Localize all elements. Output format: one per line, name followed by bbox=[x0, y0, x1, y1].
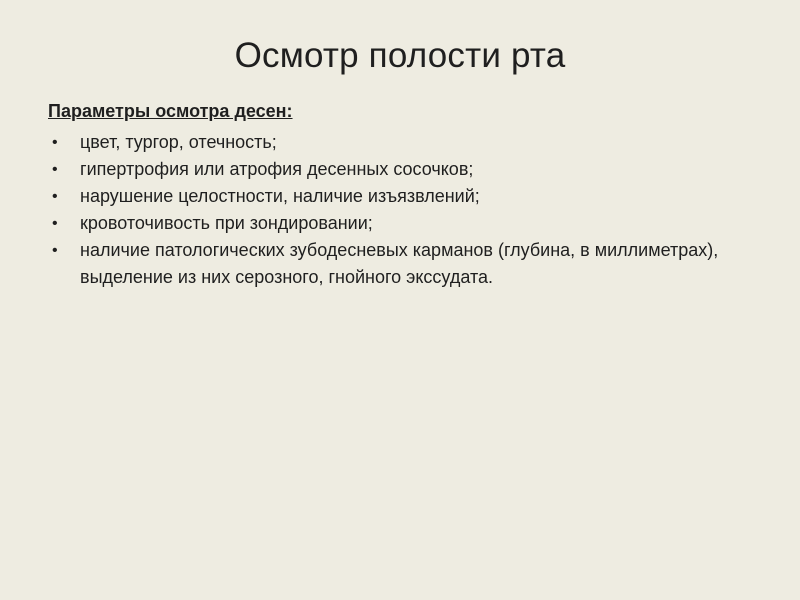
list-item bbox=[48, 183, 768, 210]
list-item-text: кровоточивость при зондировании; bbox=[80, 213, 373, 233]
bullet-list bbox=[48, 129, 768, 291]
bullet-icon: • bbox=[52, 188, 58, 205]
list-item bbox=[48, 129, 768, 156]
list-item bbox=[48, 237, 768, 291]
bullet-icon: • bbox=[52, 242, 58, 259]
list-item bbox=[48, 210, 768, 237]
list-item-text: цвет, тургор, отечность; bbox=[80, 132, 277, 152]
section-heading: Параметры осмотра десен: bbox=[48, 101, 293, 121]
list-item-text: наличие патологических зубодесневых карманов (глубина, в миллиметрах), выделение из них серозного, гнойного экссудата. bbox=[80, 240, 719, 287]
slide-title: Осмотр полости рта bbox=[234, 36, 566, 75]
list-item-text: гипертрофия или атрофия десенных сосочков; bbox=[80, 159, 474, 179]
list-item-text: нарушение целостности, наличие изъязвлений; bbox=[80, 186, 480, 206]
bullet-icon: • bbox=[52, 161, 58, 178]
bullet-icon: • bbox=[52, 215, 58, 232]
list-item bbox=[48, 156, 768, 183]
bullet-icon: • bbox=[52, 134, 58, 151]
slide-content bbox=[48, 98, 768, 291]
